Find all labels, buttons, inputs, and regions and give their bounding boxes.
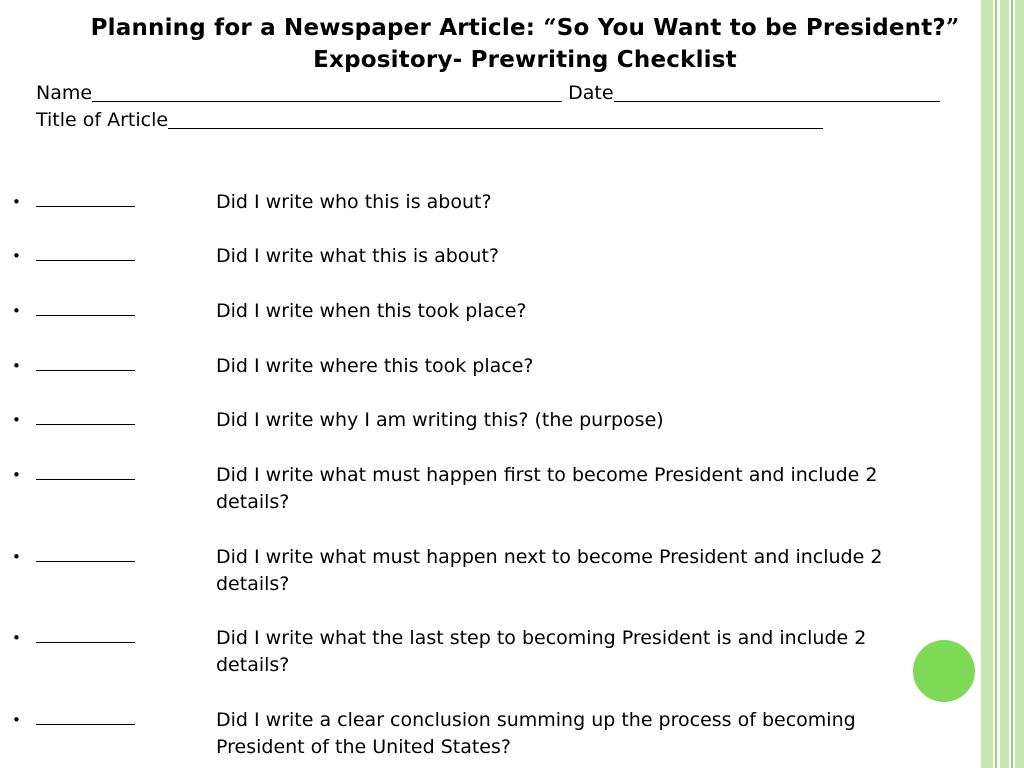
check-blank[interactable] <box>36 370 135 371</box>
title-row <box>36 109 823 131</box>
checklist-question: Did I write where this took place? <box>216 355 534 377</box>
bullet: • <box>12 302 21 320</box>
check-blank[interactable] <box>36 479 135 480</box>
quote-close: ” <box>945 14 960 41</box>
check-blank[interactable] <box>36 724 135 725</box>
bullet: • <box>12 357 21 375</box>
article-title: So You Want to be President? <box>556 15 946 41</box>
frame-stripe <box>1015 0 1024 768</box>
checklist-question: Did I write a clear conclusion summing up the process of becoming President of the United States? <box>216 709 856 758</box>
bullet: • <box>12 466 21 484</box>
checklist-question: Did I write who this is about? <box>216 191 492 213</box>
checklist-question: Did I write what the last step to becoming President is and include 2 details? <box>216 627 867 676</box>
date-field[interactable] <box>614 82 940 102</box>
frame-line <box>1011 0 1013 768</box>
check-blank[interactable] <box>36 315 135 316</box>
checklist-question: Did I write what must happen first to become President and include 2 details? <box>216 464 878 513</box>
bullet: • <box>12 711 21 729</box>
page-title <box>0 14 1024 41</box>
checklist-question: Did I write what this is about? <box>216 245 500 267</box>
check-blank[interactable] <box>36 260 135 261</box>
checklist-question: Did I write what must happen next to become President and include 2 details? <box>216 546 883 595</box>
check-blank[interactable] <box>36 424 135 425</box>
quote-open: “ <box>543 14 557 41</box>
date-label: Date <box>568 82 614 104</box>
bullet: • <box>12 193 21 211</box>
name-field[interactable] <box>92 82 562 102</box>
title-label: Title of Article <box>36 109 169 131</box>
name-label: Name <box>36 82 93 104</box>
frame-line <box>995 0 997 768</box>
checklist-question: Did I write why I am writing this? (the purpose) <box>216 409 664 431</box>
check-blank[interactable] <box>36 206 135 207</box>
check-blank[interactable] <box>36 561 135 562</box>
check-blank[interactable] <box>36 642 135 643</box>
title-field[interactable] <box>168 109 823 129</box>
bullet: • <box>12 629 21 647</box>
frame-stripe <box>1000 0 1009 768</box>
title-prefix: Planning for a Newspaper Article: <box>90 15 544 41</box>
page-subtitle: Expository- Prewriting Checklist <box>313 47 737 73</box>
bullet: • <box>12 411 21 429</box>
bullet: • <box>12 247 21 265</box>
checklist-question: Did I write when this took place? <box>216 300 527 322</box>
bullet: • <box>12 548 21 566</box>
name-date-row <box>36 82 940 104</box>
green-circle-decoration <box>913 640 975 702</box>
frame-stripe <box>981 0 993 768</box>
